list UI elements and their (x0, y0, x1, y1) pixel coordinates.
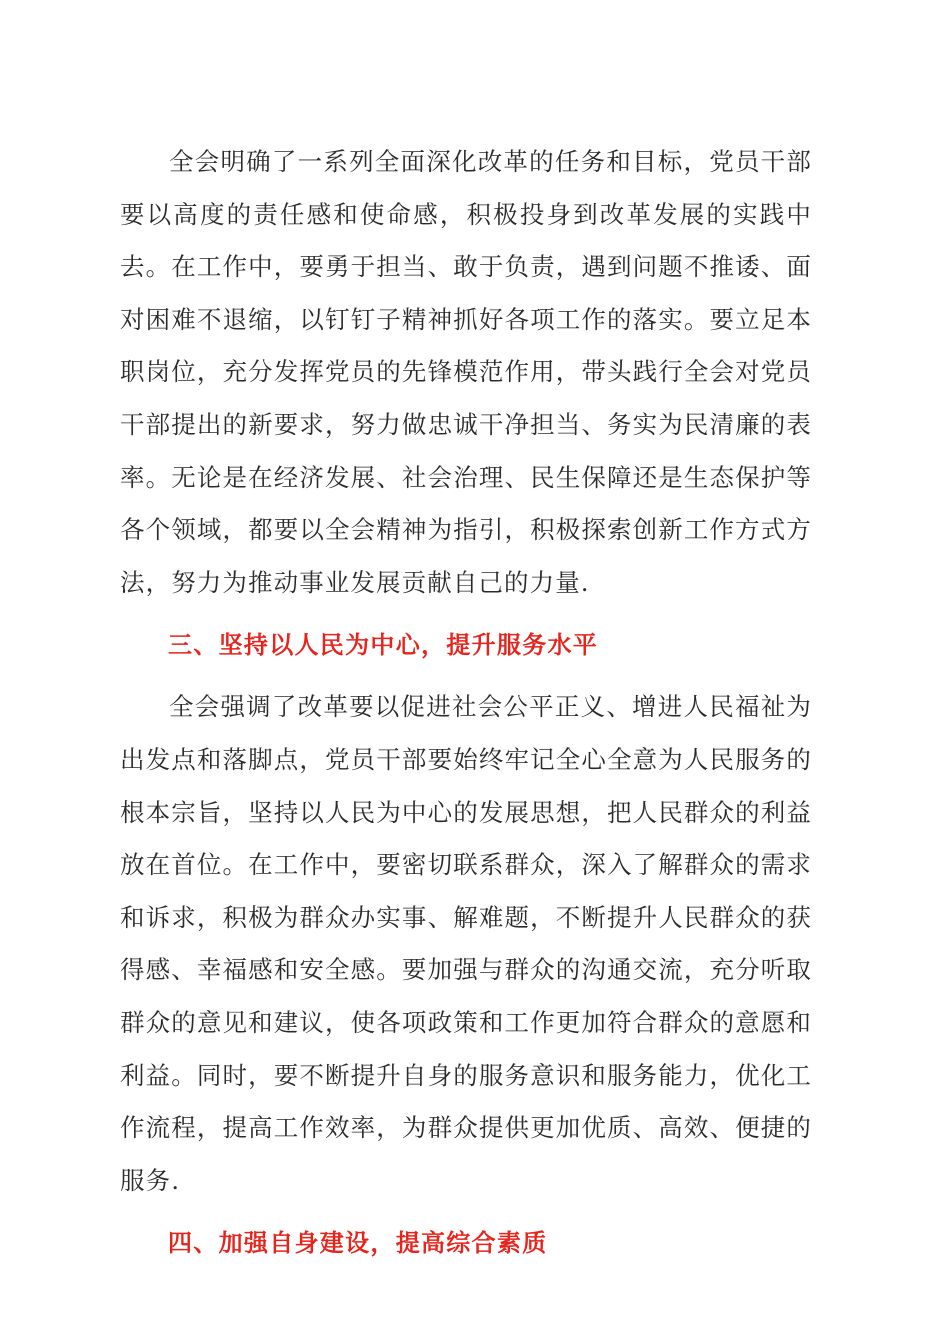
body-paragraph: 全会强调了改革要以促进社会公平正义、增进人民福祉为出发点和落脚点，党员干部要始终牢记全心全意为人民服务的根本宗旨，坚持以人民为中心的发展思想，把人民群众的利益放在首位。在工作中，要密切联系群众，深入了解群众的需求和诉求，积极为群众办实事、解难题，不断提升人民群众的获得感、幸福感和安全感。要加强与群众的沟通交流，充分听取群众的意见和建议，使各项政策和工作更加符合群众的意愿和利益。同时，要不断提升自身的服务意识和服务能力，优化工作流程，提高工作效率，为群众提供更加优质、高效、便捷的服务. (120, 692, 812, 1195)
body-paragraph: 全会明确了一系列全面深化改革的任务和目标，党员干部要以高度的责任感和使命感，积极投身到改革发展的实践中去。在工作中，要勇于担当、敢于负责，遇到问题不推诿、面对困难不退缩，以钉钉子精神抓好各项工作的落实。要立足本职岗位，充分发挥党员的先锋模范作用，带头践行全会对党员干部提出的新要求，努力做忠诚干净担当、务实为民清廉的表率。无论是在经济发展、社会治理、民生保障还是生态保护等各个领域，都要以全会精神为指引，积极探索创新工作方式方法，努力为推动事业发展贡献自己的力量. (120, 147, 812, 597)
section-heading-4: 四、加强自身建设，提高综合素质 (168, 1229, 548, 1258)
section-heading-3: 三、坚持以人民为中心，提升服务水平 (168, 631, 599, 660)
document-page (120, 136, 812, 1279)
